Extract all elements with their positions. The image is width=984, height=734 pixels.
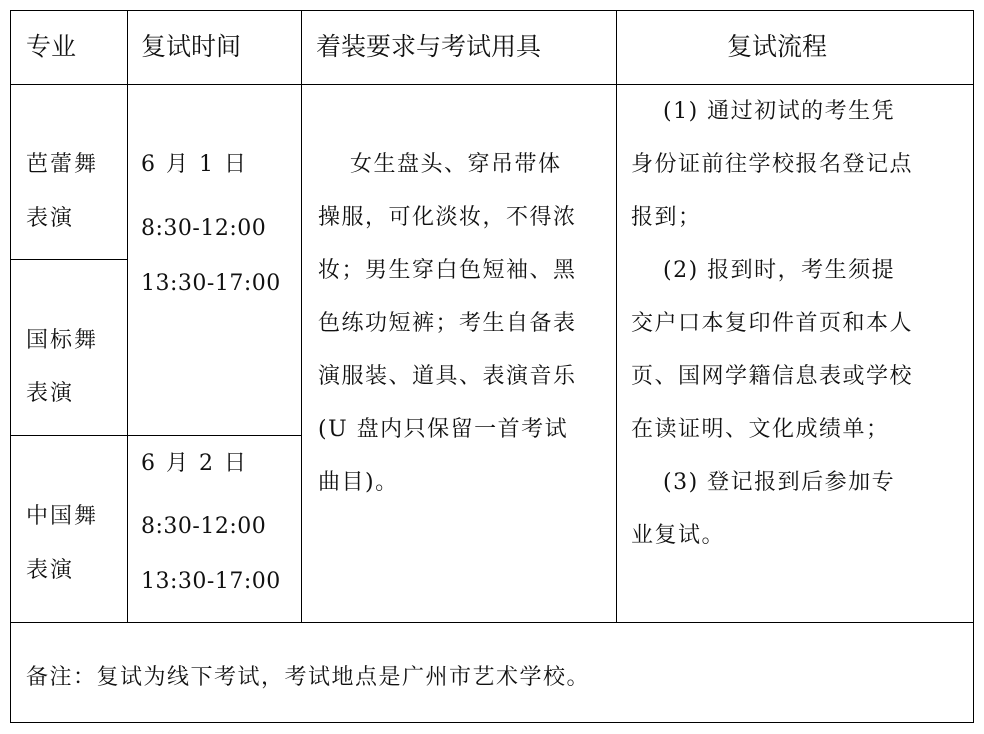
major-chinese-dance-line1: 中国舞 — [26, 504, 99, 529]
process-line: 在读证明、文化成绩单； — [631, 417, 890, 442]
process-line: (2) 报到时，考生须提 — [631, 258, 896, 283]
attire-line: 演服装、道具、表演音乐 — [318, 364, 577, 389]
major-ballet-line2: 表演 — [26, 206, 75, 231]
header-process: 复试流程 — [727, 32, 828, 61]
time-1-slot2: 13:30-17:00 — [141, 271, 281, 296]
attire-line: 曲目)。 — [318, 470, 399, 495]
attire-line: 妆；男生穿白色短袖、黑 — [318, 258, 577, 283]
major-ballroom-line1: 国标舞 — [26, 328, 99, 353]
header-attire: 着装要求与考试用具 — [316, 32, 542, 61]
attire-line: 色练功短裤；考生自备表 — [318, 311, 577, 336]
process-line: 页、国网学籍信息表或学校 — [631, 364, 914, 389]
process-line: (1) 通过初试的考生凭 — [631, 99, 896, 124]
note-text: 备注：复试为线下考试，考试地点是广州市艺术学校。 — [26, 665, 591, 690]
table-border-bottom — [10, 722, 974, 723]
time-2-date: 6 月 2 日 — [141, 451, 248, 476]
table-border-top — [10, 10, 974, 11]
attire-line: 操服，可化淡妆，不得浓 — [318, 205, 577, 230]
time-1-slot1: 8:30-12:00 — [141, 216, 267, 241]
note-divider — [10, 622, 974, 623]
process-text — [631, 85, 967, 562]
major-ballroom-line2: 表演 — [26, 381, 75, 406]
attire-text — [318, 138, 610, 509]
major-ballet-line1: 芭蕾舞 — [26, 152, 99, 177]
header-time: 复试时间 — [141, 32, 242, 61]
table-border-right — [973, 10, 974, 723]
major-chinese-dance-line2: 表演 — [26, 558, 75, 583]
attire-line: (U 盘内只保留一首考试 — [318, 417, 569, 442]
table-border-left — [10, 10, 11, 723]
process-line: 身份证前往学校报名登记点 — [631, 152, 914, 177]
col-divider-3 — [616, 10, 617, 623]
process-line: (3) 登记报到后参加专 — [631, 470, 896, 495]
time-2-slot2: 13:30-17:00 — [141, 569, 281, 594]
col-divider-1 — [127, 10, 128, 623]
header-major: 专业 — [26, 32, 77, 61]
process-line: 交户口本复印件首页和本人 — [631, 311, 914, 336]
time-2-slot1: 8:30-12:00 — [141, 514, 267, 539]
row-divider-2 — [10, 435, 301, 436]
row-divider-1 — [10, 259, 127, 260]
process-line: 报到； — [631, 205, 702, 230]
process-line: 业复试。 — [631, 523, 726, 548]
time-1-date: 6 月 1 日 — [141, 152, 248, 177]
col-divider-2 — [301, 10, 302, 623]
attire-line: 女生盘头、穿吊带体 — [318, 152, 562, 177]
